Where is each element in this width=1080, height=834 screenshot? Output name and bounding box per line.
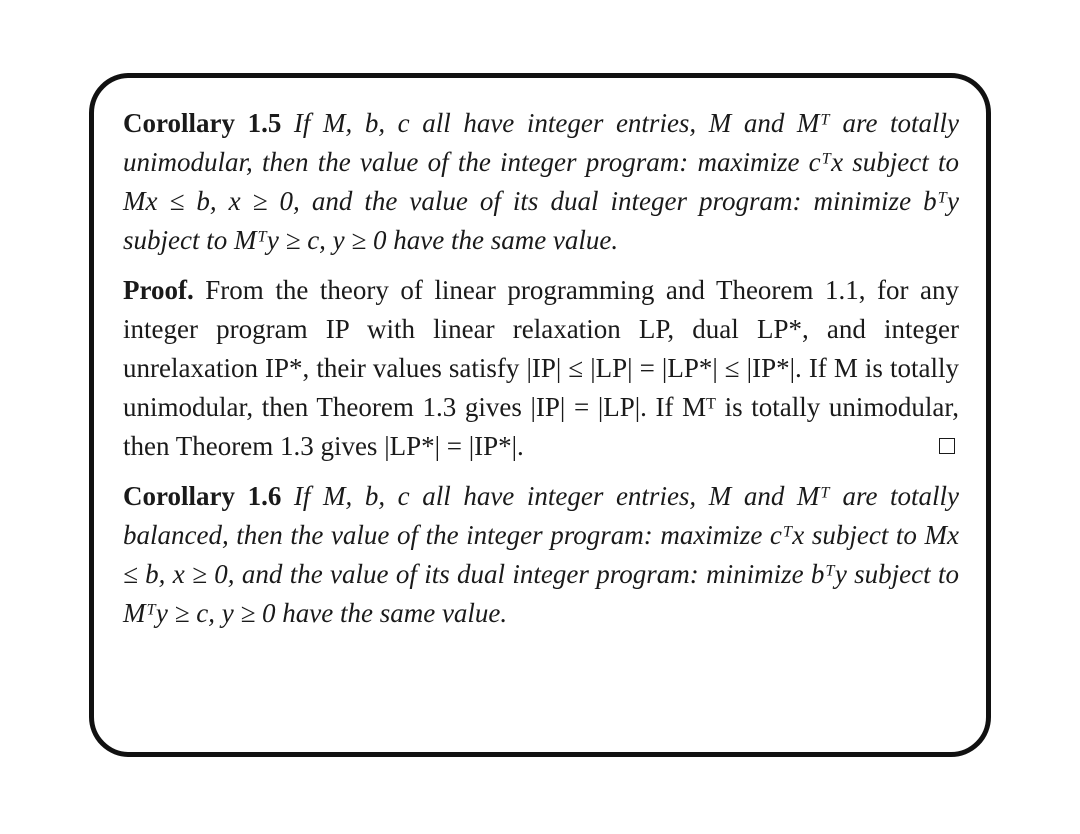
corollary-1-6-label: Corollary 1.6 — [123, 481, 282, 511]
corollary-1-6-statement: If M, b, c all have integer entries, M and Mᵀ are totally balanced, then the value of the integer program: maximize cᵀx subject to Mx ≤ b, x ≥ 0, and the value of its dual integer program: minimize bᵀy subject to Mᵀy ≥ c, y ≥ 0 have the same value. — [123, 481, 960, 628]
qed-square-icon — [939, 438, 955, 454]
proof-block — [123, 271, 959, 466]
corollary-1-5-label: Corollary 1.5 — [123, 108, 282, 138]
corollary-1-5-statement: If M, b, c all have integer entries, M and Mᵀ are totally unimodular, then the value of the integer program: maximize cᵀx subject to Mx ≤ b, x ≥ 0, and the value of its dual integer program: minimize bᵀy subject to Mᵀy ≥ c, y ≥ 0 have the same value. — [123, 108, 960, 255]
proof-text: From the theory of linear programming and Theorem 1.1, for any integer program IP with linear relaxation LP, dual LP*, and integer unrelaxation IP*, their values satisfy |IP| ≤ |LP| = |LP*| ≤ |IP*|. If M is totally unimodular, then Theorem 1.3 gives |IP| = |LP|. If Mᵀ is totally unimodular, then Theorem 1.3 gives |LP*| = |IP*|. — [123, 275, 960, 461]
corollary-1-6 — [123, 477, 959, 633]
proof-label: Proof. — [123, 275, 194, 305]
corollary-1-5 — [123, 104, 959, 260]
card-content — [123, 104, 959, 633]
